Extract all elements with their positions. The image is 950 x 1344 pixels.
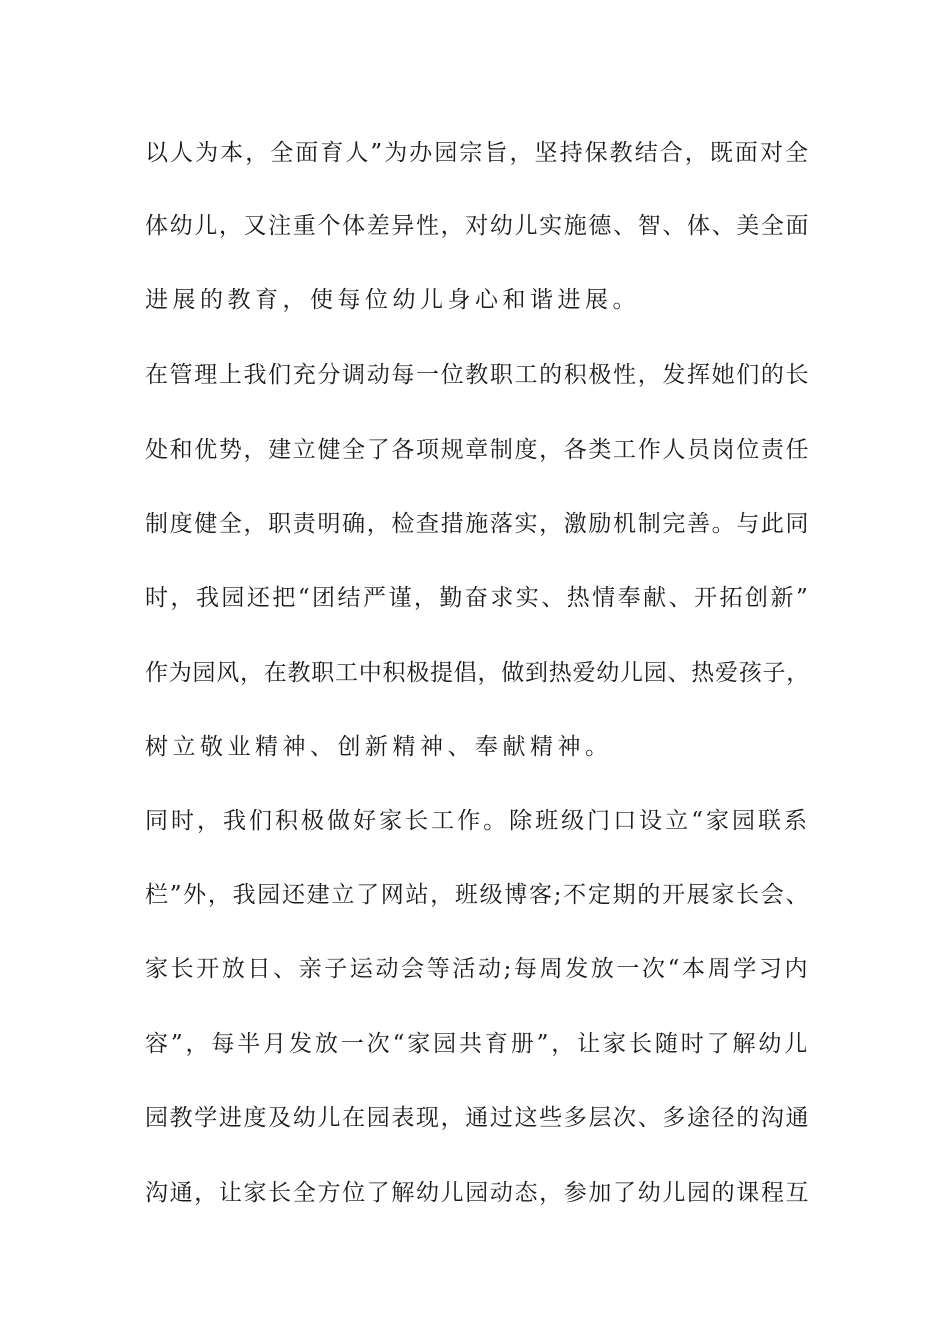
text-line: 树立敬业精神、创新精神、奉献精神。 bbox=[145, 734, 613, 760]
text-line: 处和优势，建立健全了各项规章制度，各类工作人员岗位责任 bbox=[145, 437, 810, 463]
text-line: 进展的教育，使每位幼儿身心和谐进展。 bbox=[145, 287, 640, 313]
text-line: 制度健全，职责明确，检查措施落实，激励机制完善。与此同 bbox=[145, 511, 810, 537]
text-line: 园教学进度及幼儿在园表现，通过这些多层次、多途径的沟通 bbox=[145, 1105, 810, 1131]
text-line: 时，我园还把“团结严谨，勤奋求实、热情奉献、开拓创新” bbox=[145, 585, 810, 611]
text-line: 体幼儿，又注重个体差异性，对幼儿实施德、智、体、美全面 bbox=[145, 213, 810, 239]
text-line: 作为园风，在教职工中积极提倡，做到热爱幼儿园、热爱孩子， bbox=[145, 660, 810, 686]
text-line: 栏”外，我园还建立了网站，班级博客;不定期的开展家长会、 bbox=[145, 882, 810, 908]
text-line: 同时，我们积极做好家长工作。除班级门口设立“家园联系 bbox=[145, 808, 810, 834]
text-line: 在管理上我们充分调动每一位教职工的积极性，发挥她们的长 bbox=[145, 362, 810, 388]
text-line: 以人为本，全面育人”为办园宗旨，坚持保教结合，既面对全 bbox=[145, 140, 810, 166]
text-line: 家长开放日、亲子运动会等活动;每周发放一次“本周学习内 bbox=[145, 956, 810, 982]
text-line: 沟通，让家长全方位了解幼儿园动态，参加了幼儿园的课程互 bbox=[145, 1180, 810, 1206]
text-line: 容”，每半月发放一次“家园共育册”，让家长随时了解幼儿 bbox=[145, 1031, 810, 1057]
